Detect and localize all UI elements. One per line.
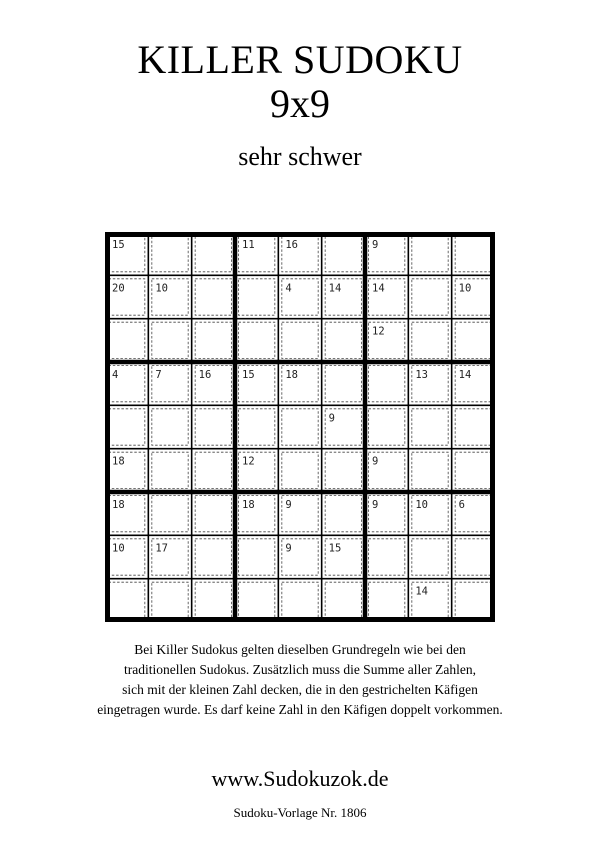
cage-sum: 9 xyxy=(372,455,379,468)
cage-outline xyxy=(195,496,231,532)
cage-sum: 14 xyxy=(458,369,472,381)
cage-outline xyxy=(325,582,361,618)
cage-outline xyxy=(152,409,188,445)
cage-outline xyxy=(455,539,491,575)
cage-outline xyxy=(325,452,361,488)
cage-outline xyxy=(195,452,231,488)
instructions-text xyxy=(0,640,600,720)
puzzle-title: KILLER SUDOKU xyxy=(137,37,463,82)
cage-sum: 15 xyxy=(112,239,125,251)
cage-outline xyxy=(412,322,448,358)
cage-sum: 15 xyxy=(242,369,255,381)
cage-outline xyxy=(282,409,318,445)
cage-sum: 10 xyxy=(415,499,428,511)
cage-sum: 14 xyxy=(415,585,428,598)
cage-outline xyxy=(282,452,318,488)
cage-sum: 14 xyxy=(328,282,342,295)
cage-sum: 10 xyxy=(458,282,472,295)
cage-sum: 10 xyxy=(155,282,168,295)
cage-outline xyxy=(195,582,231,618)
cage-outline xyxy=(195,236,231,272)
cage-outline xyxy=(325,496,361,532)
cage-sum: 16 xyxy=(198,369,212,381)
cage-sum: 12 xyxy=(242,455,255,468)
cage-outline xyxy=(455,582,491,618)
cage-sum: 6 xyxy=(458,499,465,511)
cage-outline xyxy=(239,279,275,315)
instructions-line: traditionellen Sudokus. Zusätzlich muss die Summe aller Zahlen, xyxy=(123,662,477,677)
sudoku-grid xyxy=(105,232,495,622)
template-number: Sudoku-Vorlage Nr. 1806 xyxy=(233,805,367,820)
cage-sum: 18 xyxy=(242,499,255,511)
cage-outline xyxy=(239,539,275,575)
cage-sum: 14 xyxy=(372,282,385,295)
cage-outline xyxy=(412,236,448,272)
cage-sum: 10 xyxy=(112,542,125,555)
cage-outline xyxy=(109,582,145,618)
cage-sum: 9 xyxy=(285,542,292,555)
cage-outline xyxy=(455,409,491,445)
cage-outline xyxy=(282,582,318,618)
cage-outline xyxy=(412,279,448,315)
cage-sum: 20 xyxy=(112,282,125,295)
cage-outline xyxy=(325,236,361,272)
cage-outline xyxy=(195,539,231,575)
cage-outline xyxy=(455,452,491,488)
cage-outline xyxy=(412,539,448,575)
cage-sum: 7 xyxy=(155,369,162,381)
cage-outline xyxy=(195,322,231,358)
cage-sum: 18 xyxy=(285,369,298,381)
cage-sum: 11 xyxy=(242,239,255,251)
cage-sum: 4 xyxy=(285,282,292,295)
cage-outline xyxy=(282,322,318,358)
instructions-line: eingetragen wurde. Es darf keine Zahl in den Käfigen doppelt vorkommen. xyxy=(97,702,503,717)
cage-outline xyxy=(152,582,188,618)
cage-outline xyxy=(109,322,145,358)
cage-outline xyxy=(152,236,188,272)
cage-sum: 17 xyxy=(155,542,168,555)
instructions-line: sich mit der kleinen Zahl decken, die in den gestrichelten Käfigen xyxy=(122,682,478,697)
cage-outline xyxy=(369,539,405,575)
cage-sum: 18 xyxy=(112,455,125,468)
cage-outline xyxy=(325,366,361,402)
cage-sum: 12 xyxy=(372,325,385,338)
cage-outline xyxy=(109,409,145,445)
difficulty-label: sehr schwer xyxy=(238,142,362,171)
cage-sum: 18 xyxy=(112,499,125,511)
cage-sum: 9 xyxy=(372,499,379,511)
instructions-line: Bei Killer Sudokus gelten dieselben Grundregeln wie bei den xyxy=(134,642,466,657)
cage-outline xyxy=(152,496,188,532)
cage-outline xyxy=(455,236,491,272)
cage-outline xyxy=(369,409,405,445)
cage-sum: 9 xyxy=(372,239,379,251)
cage-sum: 13 xyxy=(415,369,428,381)
cage-sum: 4 xyxy=(112,369,119,381)
cage-outline xyxy=(369,582,405,618)
cage-outline xyxy=(239,582,275,618)
cage-sum: 9 xyxy=(285,499,292,511)
cage-outline xyxy=(412,452,448,488)
cage-outline xyxy=(152,322,188,358)
cage-outline xyxy=(195,279,231,315)
cage-outline xyxy=(325,322,361,358)
cage-sum: 16 xyxy=(285,239,298,251)
puzzle-size: 9x9 xyxy=(270,81,330,126)
cage-outline xyxy=(239,409,275,445)
cage-outline xyxy=(152,452,188,488)
cage-outline xyxy=(369,366,405,402)
cage-outline xyxy=(195,409,231,445)
cage-sum: 9 xyxy=(328,412,335,425)
cage-outline xyxy=(239,322,275,358)
cage-outline xyxy=(455,322,491,358)
website-link[interactable]: www.Sudokuzok.de xyxy=(211,766,389,791)
cage-sum: 15 xyxy=(328,542,342,555)
cage-outline xyxy=(412,409,448,445)
